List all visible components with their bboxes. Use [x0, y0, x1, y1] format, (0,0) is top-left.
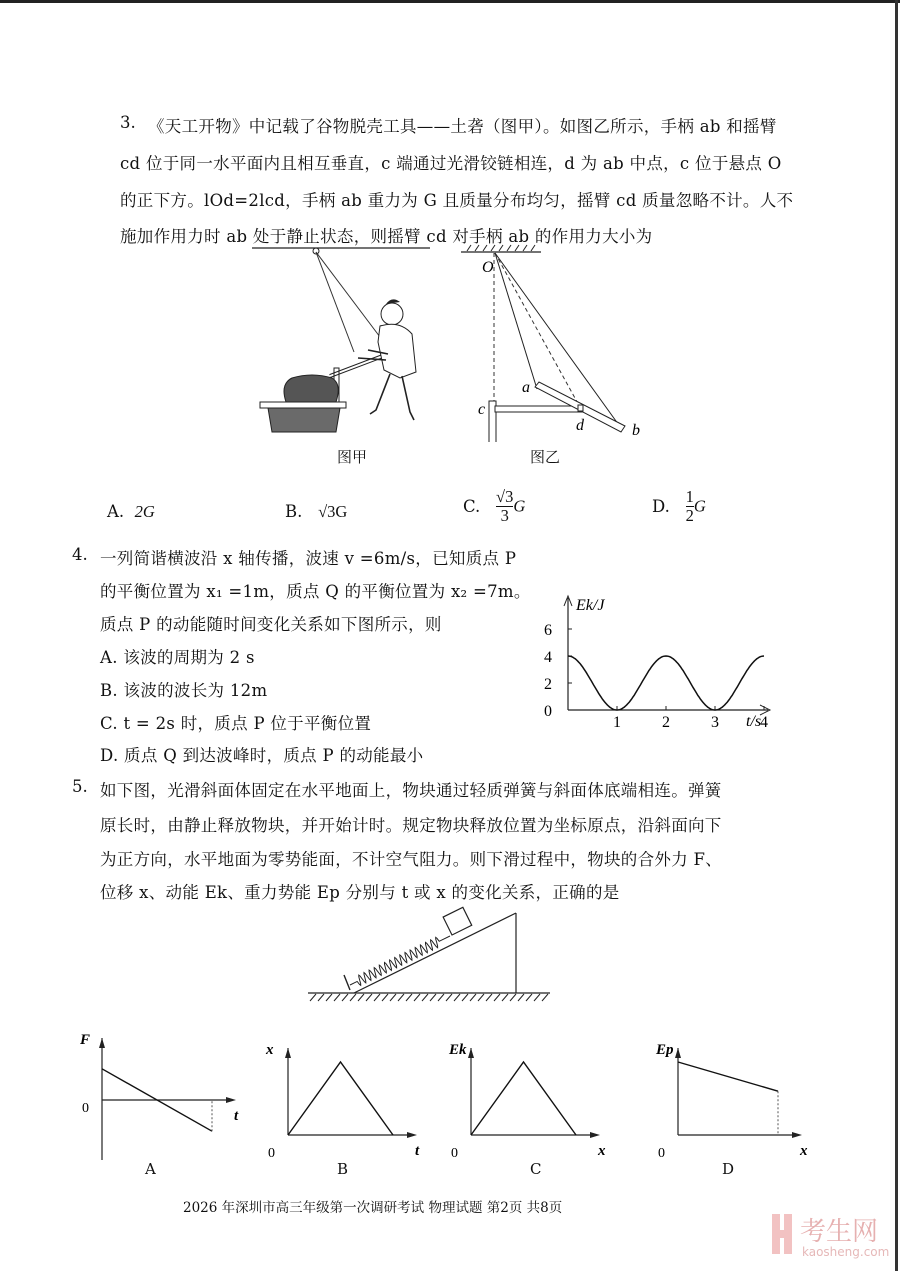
figure-yi-diagram — [455, 242, 665, 442]
figure-jia-caption: 图甲 — [337, 448, 368, 466]
chart-q5-C — [448, 1042, 606, 1161]
fraction-numerator: 1 — [685, 487, 694, 506]
x-tick-label: 3 — [711, 714, 719, 730]
origin-label: 0 — [268, 1146, 275, 1161]
q3-option-c[interactable] — [463, 488, 525, 525]
q5-option-charts — [60, 1020, 840, 1180]
q5-line-3: 为正方向，水平地面为零势能面，不计空气阻力。则下滑过程中，物块的合外力 F、 — [100, 850, 723, 869]
watermark-en: kaosheng.com — [802, 1245, 890, 1259]
x-axis-label: t/s — [746, 713, 762, 730]
figure-yi-caption: 图乙 — [530, 448, 561, 466]
q4-option-b[interactable] — [100, 677, 267, 701]
watermark-logo-icon — [770, 1210, 900, 1260]
q3-line-1: 《天工开物》中记载了谷物脱壳工具——土砻（图甲）。如图乙所示，手柄 ab 和摇臂 — [148, 117, 777, 136]
label-d: d — [576, 417, 584, 434]
y-axis-arrow-icon — [99, 1038, 105, 1048]
ek-curve — [568, 656, 764, 710]
y-axis-arrow-icon — [675, 1048, 681, 1058]
origin-label: 0 — [82, 1101, 89, 1116]
fraction-denominator: 2 — [685, 506, 694, 525]
y-axis-arrow-icon — [468, 1048, 474, 1058]
q3-option-b[interactable] — [285, 502, 347, 522]
option-value: √3G — [318, 502, 348, 521]
scan-top-border — [0, 0, 900, 3]
x-axis-label: t — [234, 1108, 239, 1124]
label-O: O — [482, 259, 494, 276]
q3-line-3: 的正下方。lOd=2lcd，手柄 ab 重力为 G 且质量分布均匀，摇臂 cd 质量忽略不计。人不 — [120, 191, 794, 210]
q3-line-2: cd 位于同一水平面内且相互垂直，c 端通过光滑铰链相连，d 为 ab 中点，c 位于悬点 O — [120, 154, 782, 173]
page-footer: 2026 年深圳市高三年级第一次调研考试 物理试题 第2页 共8页 — [183, 1200, 563, 1216]
origin-label: 0 — [658, 1146, 665, 1161]
figure-jia-illustration — [250, 242, 450, 442]
q5-caption-b[interactable]: B — [337, 1160, 349, 1178]
y-axis-arrow-icon — [285, 1048, 291, 1058]
option-key: D. — [652, 497, 670, 516]
q5-caption-c[interactable]: C — [530, 1160, 542, 1178]
question-number: 3. — [120, 113, 136, 132]
q4-option-c[interactable] — [100, 710, 371, 734]
series-line — [678, 1062, 778, 1091]
question-number: 4. — [72, 545, 88, 564]
chart-q5-B — [265, 1042, 420, 1161]
watermark-cn: 考生网 — [800, 1217, 879, 1247]
option-value: 2G — [134, 502, 155, 521]
x-axis-arrow-icon — [407, 1132, 417, 1138]
x-tick-label: 1 — [613, 714, 621, 730]
scan-right-border — [895, 0, 898, 1271]
series-line — [471, 1062, 576, 1135]
q5-caption-d[interactable]: D — [722, 1160, 735, 1178]
option-suffix: G — [693, 496, 706, 516]
incline-spring-diagram — [300, 905, 560, 1005]
option-key: A. — [100, 648, 118, 667]
q5-line-2: 原长时，由静止释放物块，并开始计时。规定物块释放位置为坐标原点，沿斜面向下 — [100, 816, 722, 835]
x-tick-label: 2 — [662, 714, 670, 730]
block-icon — [443, 907, 472, 935]
fraction — [686, 488, 694, 525]
x-axis-arrow-icon — [226, 1097, 236, 1103]
y-tick-label: 4 — [544, 649, 552, 666]
x-axis-arrow-icon — [792, 1132, 802, 1138]
q3-option-d[interactable] — [652, 488, 706, 525]
option-suffix: G — [513, 496, 526, 516]
y-tick-label: 0 — [544, 703, 552, 720]
q5-caption-a[interactable]: A — [145, 1160, 156, 1178]
y-axis-label: Ek — [449, 1042, 467, 1058]
option-key: A. — [107, 502, 125, 521]
x-axis-label: t — [415, 1143, 420, 1159]
label-b: b — [632, 422, 640, 439]
question-number: 5. — [72, 777, 88, 796]
option-key: C. — [463, 497, 481, 516]
x-axis-label: x — [800, 1143, 808, 1159]
y-axis-label: Ep — [656, 1042, 674, 1058]
option-key: C. — [100, 714, 118, 733]
option-text: 质点 Q 到达波峰时，质点 P 的动能最小 — [124, 746, 424, 765]
q4-option-a[interactable] — [100, 644, 255, 668]
series-line — [288, 1062, 393, 1135]
y-tick-label: 6 — [544, 622, 552, 639]
chart-q5-A — [79, 1032, 239, 1160]
y-axis-label: F — [80, 1032, 91, 1048]
fraction — [496, 488, 513, 525]
q4-line-2: 的平衡位置为 x₁ =1m，质点 Q 的平衡位置为 x₂ =7m。 — [100, 582, 531, 601]
option-key: B. — [285, 502, 303, 521]
q3-option-a[interactable] — [107, 502, 155, 522]
x-axis-arrow-icon — [590, 1132, 600, 1138]
q4-line-3: 质点 P 的动能随时间变化关系如下图所示，则 — [100, 615, 442, 634]
ek-t-chart — [540, 590, 780, 730]
x-axis-label: x — [598, 1143, 606, 1159]
q5-line-1: 如下图，光滑斜面体固定在水平地面上，物块通过轻质弹簧与斜面体底端相连。弹簧 — [100, 781, 722, 800]
origin-label: 0 — [451, 1146, 458, 1161]
q4-option-d[interactable] — [100, 742, 423, 766]
option-key: D. — [100, 746, 119, 765]
option-text: 该波的波长为 12m — [123, 681, 268, 700]
fraction-denominator: 3 — [496, 506, 513, 525]
y-tick-label: 2 — [544, 676, 552, 693]
q4-line-1: 一列简谐横波沿 x 轴传播，波速 v =6m/s，已知质点 P — [100, 549, 517, 568]
chart-q5-D — [655, 1042, 808, 1161]
option-text: t = 2s 时，质点 P 位于平衡位置 — [123, 714, 372, 733]
q3-line-4: 施加作用力时 ab 处于静止状态，则摇臂 cd 对手柄 ab 的作用力大小为 — [120, 227, 653, 246]
option-key: B. — [100, 681, 118, 700]
label-a: a — [522, 379, 530, 396]
y-axis-label: Ek/J — [576, 597, 605, 614]
q5-line-4: 位移 x、动能 Ek、重力势能 Ep 分别与 t 或 x 的变化关系，正确的是 — [100, 883, 620, 902]
x-tick-label: 4 — [760, 714, 768, 730]
y-axis-label: x — [266, 1042, 274, 1058]
option-text: 该波的周期为 2 s — [123, 648, 255, 667]
fraction-numerator: √3 — [496, 487, 514, 506]
label-c: c — [478, 401, 486, 418]
watermark — [770, 1210, 900, 1260]
